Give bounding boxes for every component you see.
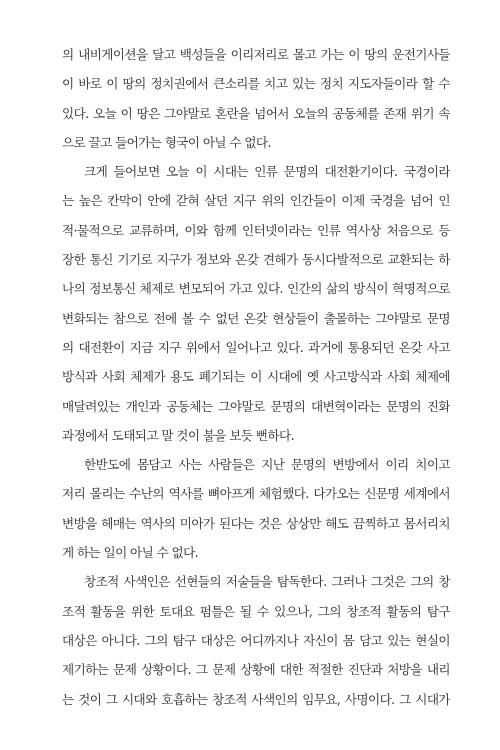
text-line: 는 것이 그 시대와 호흡하는 창조적 사색인의 임무요, 사명이다. 그 시대가 [62,691,450,707]
text-line: 크게 들어보면 오늘 이 시대는 인류 문명의 대전환기이다. 국경이라 [84,164,450,180]
paragraph [62,450,450,567]
text-line: 의 내비게이션을 달고 백성들을 이리저리로 몰고 가는 이 땅의 운전기사들 [62,47,450,62]
text-line: 조적 활동을 위한 토대요 펌틀은 될 수 있으나, 그의 창조적 활동의 탐구 [62,603,450,619]
text-line: 대상은 아니다. 그의 탐구 대상은 어디까지나 자신이 몸 담고 있는 현실이 [62,632,450,648]
paragraph [62,40,450,157]
text-line: 과정에서 도태되고 말 것이 불을 보듯 뻔하다. [62,427,295,443]
text-line: 는 높은 칸막이 안에 갇혀 살던 지구 위의 인간들이 이제 국경을 넘어 인 [62,193,450,209]
text-line: 게 하는 일이 아닐 수 없다. [62,545,199,561]
text-line: 매달려있는 개인과 공동체는 그야말로 문명의 대변혁이라는 문명의 진화 [62,398,450,414]
text-line: 방식과 사회 체제가 용도 폐기되는 이 시대에 옛 사고방식과 사회 체제에 [62,369,450,385]
paragraph [62,157,450,450]
text-line: 으로 끌고 들어가는 형국이 아닐 수 없다. [62,134,271,150]
text-line: 저리 몰리는 수난의 역사를 뼈아프게 체험했다. 다가오는 신문명 세계에서 [62,486,450,502]
text-line: 창조적 사색인은 선현들의 저술들을 탐독한다. 그러나 그것은 그의 창 [84,574,450,590]
text-line: 있다. 오늘 이 땅은 그야말로 혼란을 넘어서 오늘의 공동체를 존재 위기 속 [62,105,450,121]
text-line: 제기하는 문제 상황이다. 그 문제 상황에 대한 적절한 진단과 처방을 내리 [62,662,450,678]
text-line: 장한 통신 기기로 지구가 정보와 온갖 견해가 동시다발적으로 교환되는 하 [62,252,450,268]
text-line: 적·물적으로 교류하며, 이와 함께 인터넷이라는 인류 역사상 처음으로 등 [62,222,450,238]
text-line: 변화되는 참으로 전에 볼 수 없던 온갖 현상들이 출몰하는 그야말로 문명 [62,310,450,326]
text-line: 한반도에 몸담고 사는 사람들은 지난 문명의 변방에서 이리 치이고 [84,457,450,473]
text-line: 의 대전환이 지금 지구 위에서 일어나고 있다. 과거에 통용되던 온갖 사고 [62,339,450,355]
text-line: 나의 정보통신 체제로 변모되어 가고 있다. 인간의 삶의 방식이 혁명적으로 [62,281,450,297]
text-line: 변방을 헤매는 역사의 미아가 된다는 것은 상상만 해도 끔찍하고 몸서리치 [62,515,450,531]
body-text [62,40,450,714]
paragraph [62,567,450,713]
text-line: 이 바로 이 땅의 정치권에서 큰소리를 치고 있는 정치 지도자들이라 할 수 [62,76,450,92]
